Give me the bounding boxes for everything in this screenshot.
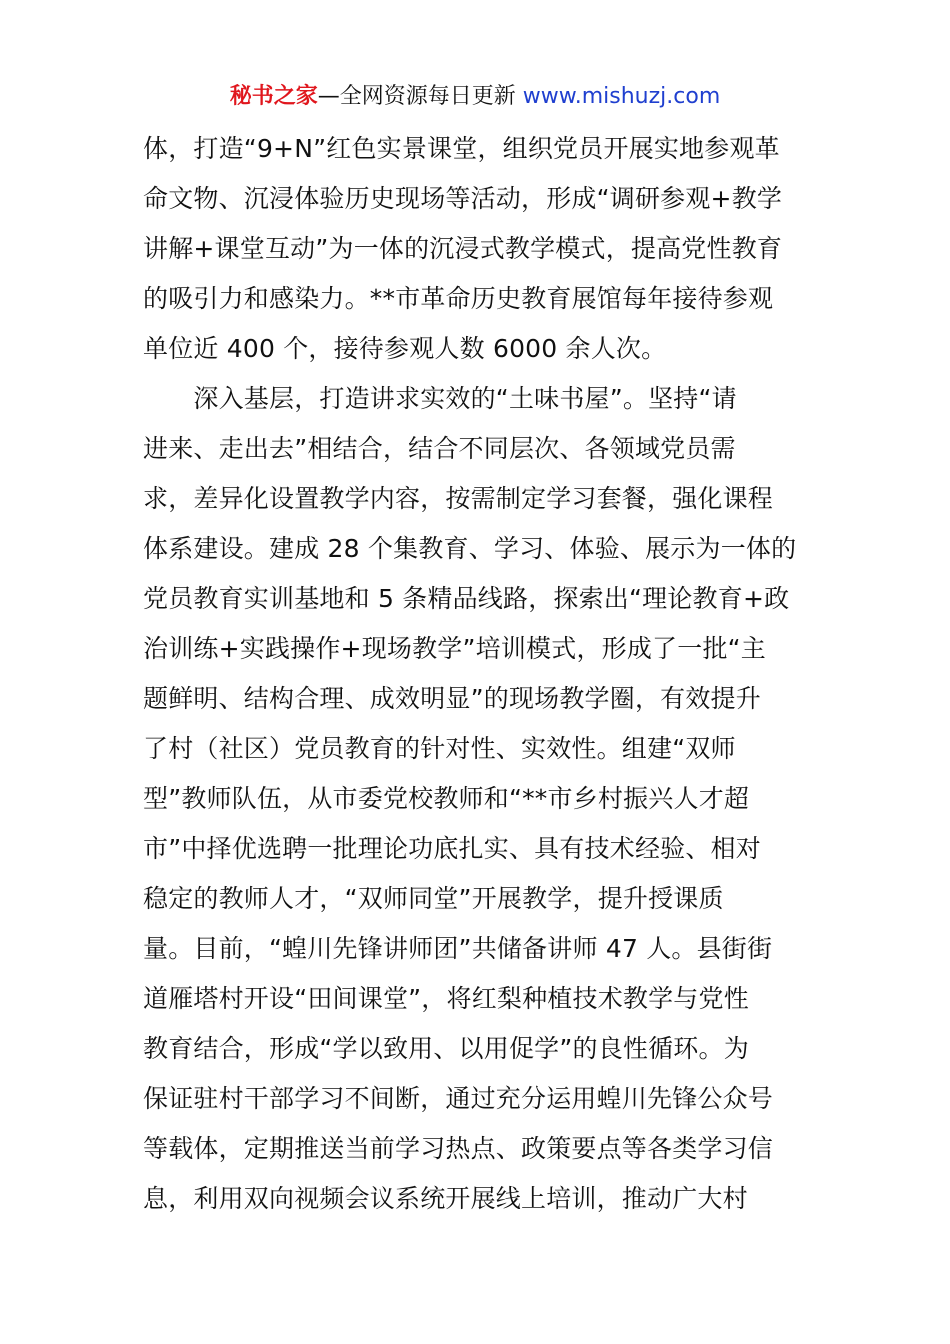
text-line: 市”中择优选聘一批理论功底扎实、具有技术经验、相对	[143, 834, 761, 863]
text-line: 进来、走出去”相结合，结合不同层次、各领域党员需	[143, 434, 736, 463]
text-line: 息，利用双向视频会议系统开展线上培训，推动广大村	[143, 1184, 748, 1213]
text-line: 了村（社区）党员教育的针对性、实效性。组建“双师	[143, 734, 736, 763]
text-line: 稳定的教师人才，“双师同堂”开展教学，提升授课质	[143, 884, 724, 913]
text-line: 深入基层，打造讲求实效的“土味书屋”。坚持“请	[143, 384, 737, 413]
text-line: 讲解+课堂互动”为一体的沉浸式教学模式，提高党性教育	[143, 234, 783, 263]
header-site-link[interactable]: www.mishuzj.com	[522, 84, 721, 109]
text-line: 保证驻村干部学习不间断，通过充分运用蝗川先锋公众号	[143, 1084, 774, 1113]
text-line: 题鲜明、结构合理、成效明显”的现场教学圈，有效提升	[143, 684, 761, 713]
text-line: 型”教师队伍，从市委党校教师和“**市乡村振兴人才超	[143, 784, 750, 813]
text-line: 道雁塔村开设“田间课堂”，将红梨种植技术教学与党性	[143, 984, 749, 1013]
header-brand: 秘书之家	[229, 84, 318, 109]
text-line: 体系建设。建成 28 个集教育、学习、体验、展示为一体的	[143, 534, 797, 563]
text-line: 的吸引力和感染力。**市革命历史教育展馆每年接待参观	[143, 284, 774, 313]
text-line: 单位近 400 个，接待参观人数 6000 余人次。	[143, 334, 667, 363]
text-line: 求，差异化设置教学内容，按需制定学习套餐，强化课程	[143, 484, 774, 513]
text-line: 命文物、沉浸体验历史现场等活动，形成“调研参观+教学	[143, 184, 783, 213]
text-line: 党员教育实训基地和 5 条精品线路，探索出“理论教育+政	[143, 584, 790, 613]
text-line: 量。目前，“蝗川先锋讲师团”共储备讲师 47 人。县街街	[143, 934, 773, 963]
body-text	[143, 124, 808, 1224]
page-header	[0, 82, 950, 112]
text-line: 治训练+实践操作+现场教学”培训模式，形成了一批“主	[143, 634, 766, 663]
text-line: 体，打造“9+N”红色实景课堂，组织党员开展实地参观革	[143, 134, 780, 163]
header-tagline: —全网资源每日更新	[317, 84, 523, 109]
text-line: 等载体，定期推送当前学习热点、政策要点等各类学习信	[143, 1134, 774, 1163]
text-line: 教育结合，形成“学以致用、以用促学”的良性循环。为	[143, 1034, 749, 1063]
